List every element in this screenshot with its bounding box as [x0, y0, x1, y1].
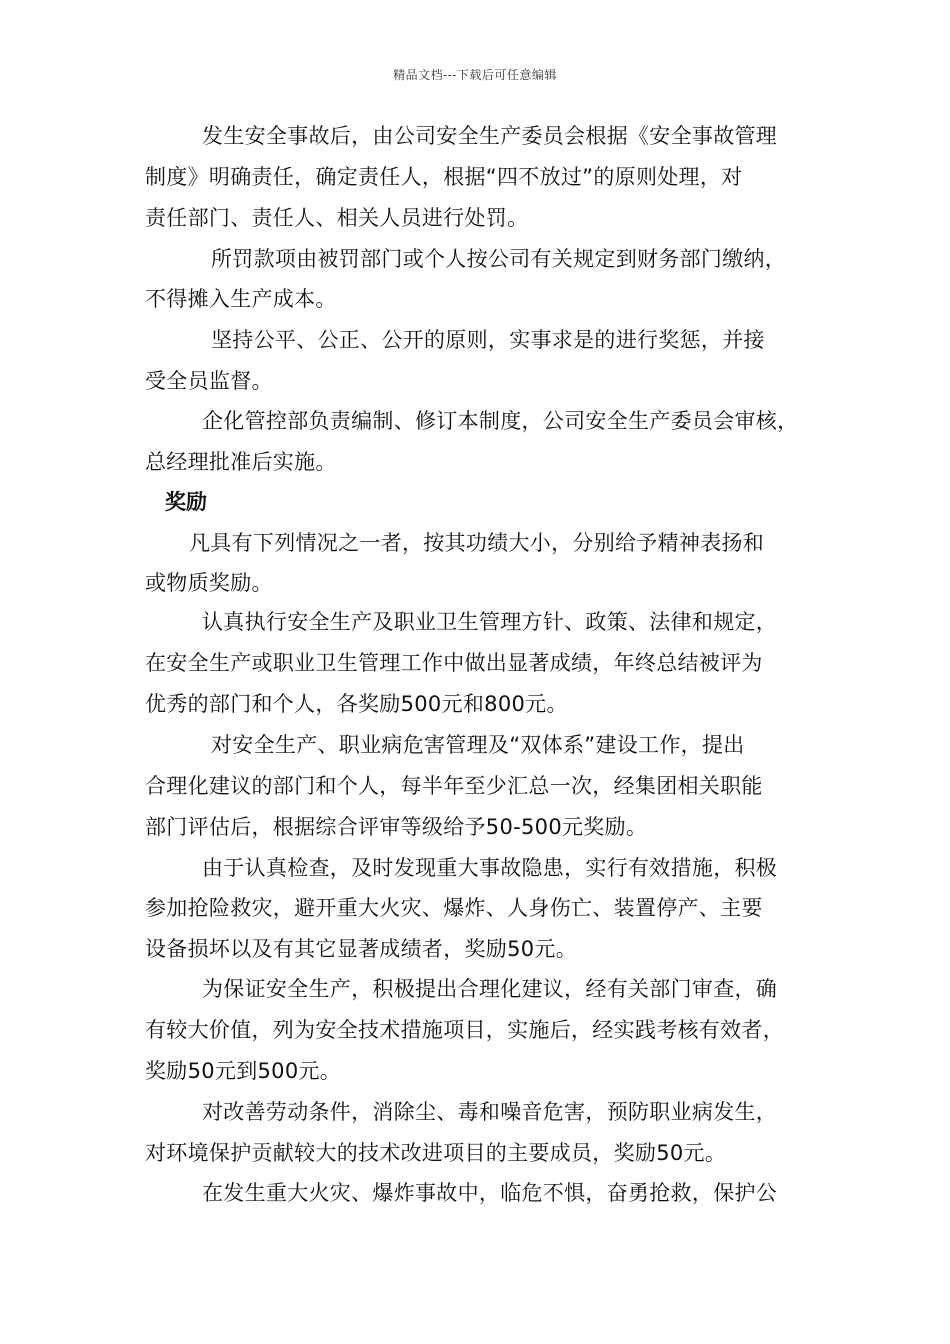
paragraph-line: 认真执行安全生产及职业卫生管理方针、政策、法律和规定，	[202, 610, 778, 634]
paragraph-line: 企化管控部负责编制、修订本制度，公司安全生产委员会审核，	[202, 409, 799, 433]
paragraph-line: 优秀的部门和个人，各奖励500元和800元。	[145, 692, 568, 716]
paragraph-line: 在发生重大火灾、爆炸事故中，临危不惧，奋勇抢救，保护公	[202, 1181, 778, 1205]
section-heading: 奖励	[165, 490, 207, 514]
paragraph-line: 部门评估后，根据综合评审等级给予50-500元奖励。	[145, 815, 648, 839]
paragraph-line: 受全员监督。	[145, 369, 273, 393]
paragraph-line: 不得摊入生产成本。	[145, 287, 337, 311]
paragraph-line: 或物质奖励。	[145, 571, 273, 595]
paragraph-line: 责任部门、责任人、相关人员进行处罚。	[145, 206, 529, 230]
paragraph-line: 由于认真检查，及时发现重大事故隐患，实行有效措施，积极	[202, 856, 778, 880]
paragraph-line: 在安全生产或职业卫生管理工作中做出显著成绩，年终总结被评为	[145, 651, 763, 675]
paragraph-line: 制度》明确责任，确定责任人，根据“四不放过”的原则处理，对	[145, 165, 743, 189]
paragraph-line: 凡具有下列情况之一者，按其功绩大小，分别给予精神表扬和	[189, 531, 765, 555]
paragraph-line: 奖励50元到500元。	[145, 1059, 342, 1083]
paragraph-line: 发生安全事故后，由公司安全生产委员会根据《安全事故管理	[202, 124, 778, 148]
paragraph-line: 坚持公平、公正、公开的原则，实事求是的进行奖惩，并接	[211, 328, 765, 352]
paragraph-line: 合理化建议的部门和个人，每半年至少汇总一次，经集团相关职能	[145, 774, 763, 798]
paragraph-line: 有较大价值，列为安全技术措施项目，实施后，经实践考核有效者，	[145, 1018, 784, 1042]
paragraph-line: 总经理批准后实施。	[145, 450, 337, 474]
paragraph-line: 为保证安全生产，积极提出合理化建议，经有关部门审查，确	[202, 977, 778, 1001]
paragraph-line: 设备损坏以及有其它显著成绩者，奖励50元。	[145, 937, 578, 961]
paragraph-line: 对环境保护贡献较大的技术改进项目的主要成员，奖励50元。	[145, 1141, 727, 1165]
paragraph-line: 参加抢险救灾，避开重大火灾、爆炸、人身伤亡、装置停产、主要	[145, 896, 763, 920]
paragraph-line: 对改善劳动条件，消除尘、毒和噪音危害，预防职业病发生，	[202, 1100, 778, 1124]
paragraph-line: 对安全生产、职业病危害管理及“双体系”建设工作，提出	[211, 733, 745, 757]
paragraph-line: 所罚款项由被罚部门或个人按公司有关规定到财务部门缴纳，	[211, 247, 787, 271]
header-watermark-note: 精品文档---下载后可任意编辑	[393, 68, 557, 82]
